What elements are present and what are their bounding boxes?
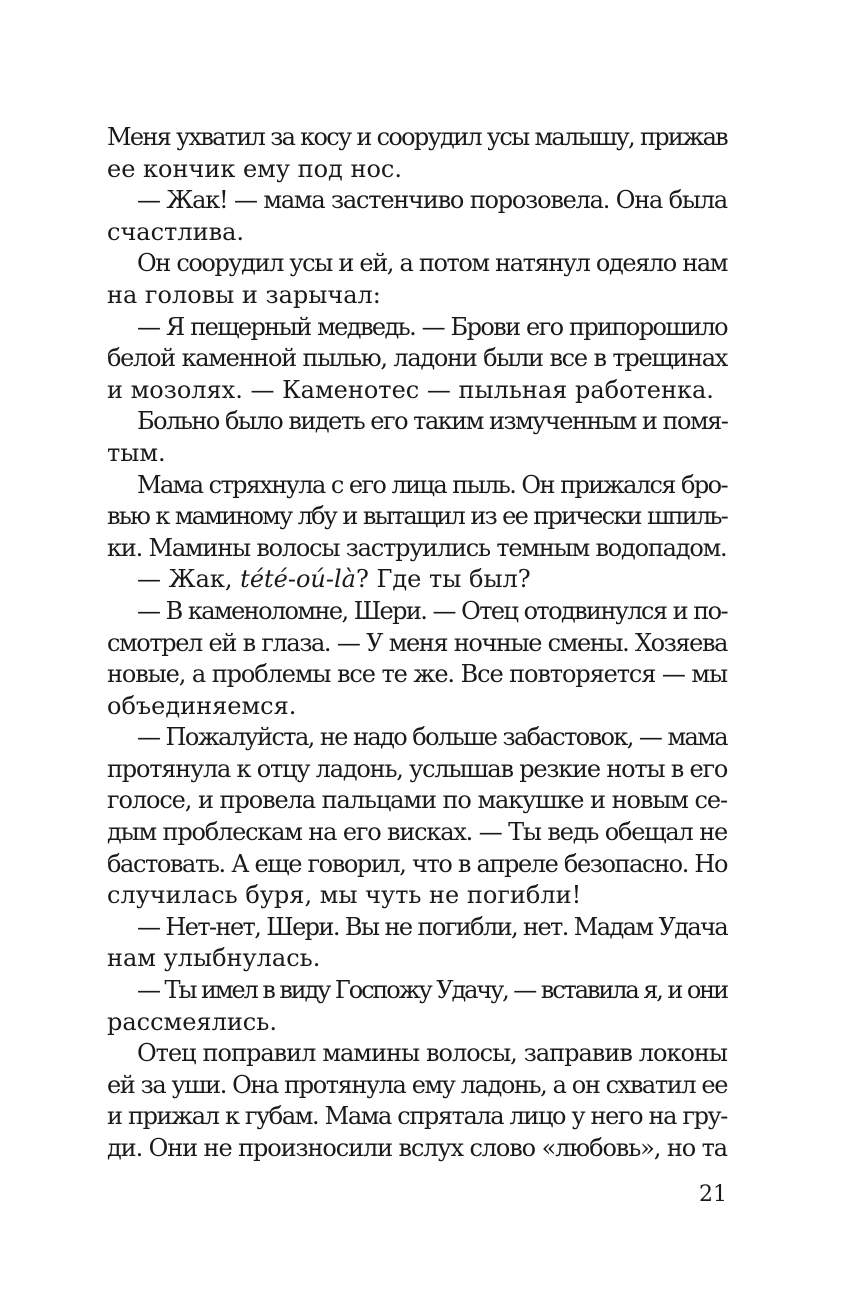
text-line: новые, а проблемы все те же. Все повторяется — мы [107, 660, 727, 689]
text-line: ди. Они не произносили вслух слово «любовь», но та [107, 1134, 727, 1162]
text-line: нам улыбнулась. [107, 944, 321, 973]
text-line: ки. Мамины волосы заструились темным водопадом. [107, 533, 727, 562]
text-line: белой каменной пылью, ладони были все в трещинах [107, 344, 727, 373]
text-line: Больно было видеть его таким измученным и помя- [137, 407, 728, 436]
text-line: ее кончик ему под нос. [107, 154, 402, 183]
text-line: вью к маминому лбу и вытащил из ее прически шпиль- [107, 502, 727, 531]
text-line: — Я пещерный медведь. — Брови его припорошило [137, 312, 727, 341]
text-line: Отец поправил мамины волосы, заправив локоны [137, 1039, 727, 1068]
text-line: голосе, и провела пальцами по макушке и новым се- [107, 786, 727, 815]
text-line: ей за уши. Она протянула ему ладонь, а он схватил ее [107, 1070, 727, 1099]
text-line: — Ты имел в виду Госпожу Удачу, — вставила я, и они [137, 976, 727, 1005]
text-line: Меня ухватил за косу и соорудил усы малышу, прижав [107, 123, 727, 151]
text-line: рассмеялись. [107, 1007, 277, 1036]
text-line: смотрел ей в глаза. — У меня ночные смены. Хозяева [107, 628, 727, 657]
body-text [107, 122, 727, 1165]
text-line: и мозолях. — Каменотес — пыльная работенка. [107, 375, 714, 404]
text-line: случилась буря, мы чуть не погибли! [107, 881, 582, 910]
text-line: на головы и зарычал: [107, 280, 381, 309]
page-number: 21 [699, 1182, 727, 1207]
text-line: бастовать. А еще говорил, что в апреле безопасно. Но [107, 849, 727, 878]
text-line: — Жак, tété-oú-là? Где ты был? [137, 565, 531, 594]
text-line: Мама стряхнула с его лица пыль. Он прижался бро- [137, 470, 727, 499]
text-line: объединяемся. [107, 691, 297, 720]
text-line: счастлива. [107, 217, 245, 246]
text-line: Он соорудил усы и ей, а потом натянул одеяло нам [137, 249, 727, 278]
text-line: протянула к отцу ладонь, услышав резкие ноты в его [107, 754, 728, 783]
text-line: тым. [107, 438, 166, 467]
text-line: — Пожалуйста, не надо больше забастовок, — мама [137, 723, 727, 752]
text-line: — Нет-нет, Шери. Вы не погибли, нет. Мадам Удача [137, 912, 728, 941]
text-line: — В каменоломне, Шери. — Отец отодвинулся и по- [137, 596, 727, 625]
text-line: — Жак! — мама застенчиво порозовела. Она была [137, 186, 727, 215]
text-line: и прижал к губам. Мама спрятала лицо у него на гру- [107, 1102, 727, 1131]
text-line: дым проблескам на его висках. — Ты ведь обещал не [107, 818, 727, 847]
